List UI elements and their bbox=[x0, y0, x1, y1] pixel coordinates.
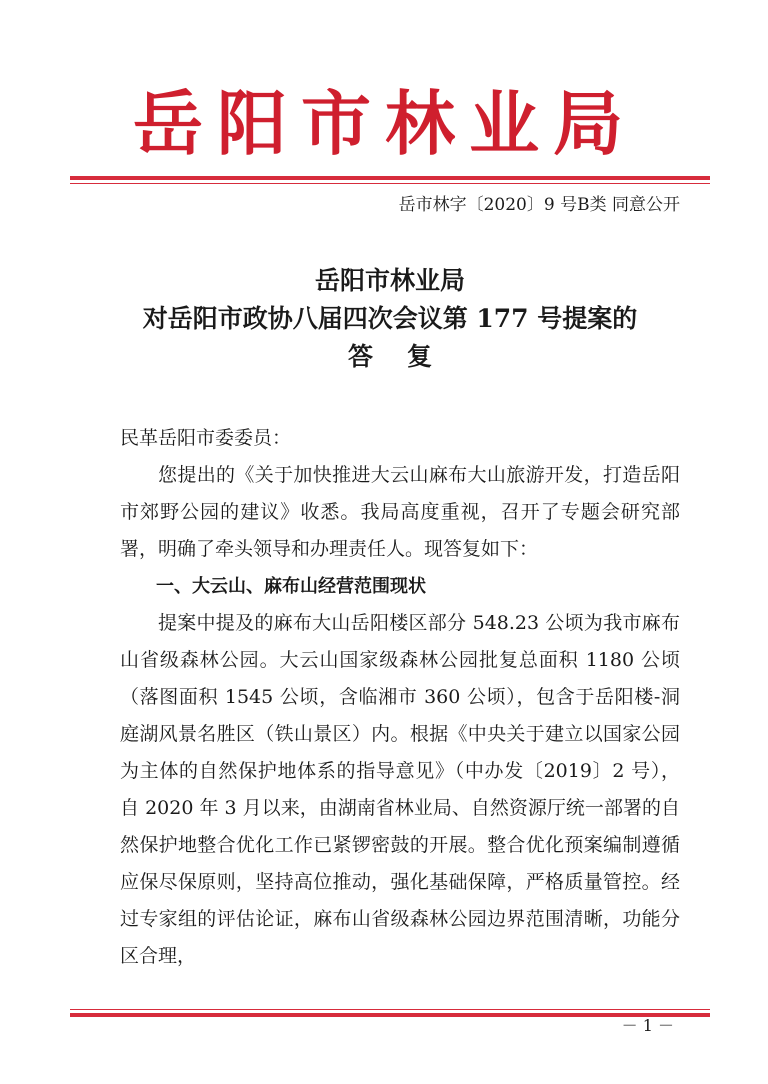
letterhead-rule-thin bbox=[70, 183, 710, 184]
document-title bbox=[60, 262, 720, 376]
section-heading: 一、大云山、麻布山经营范围现状 bbox=[156, 576, 426, 597]
salutation: 民革岳阳市委委员： bbox=[120, 427, 292, 449]
body-paragraph: 提案中提及的麻布大山岳阳楼区部分 548.23 公顷为我市麻布山省级森林公园。大云山国家级森林公园批复总面积 1180 公顷（落图面积 1545 公顷，含临湘市 360 公顷），包含于岳阳楼-洞庭湖风景名胜区（铁山景区）内。根据《中央关于建立以国家公园为主体的自然保护地体系的指导意见》（中办发〔2019〕2 号），自 2020 年 3 月以来，由湖南省林业局、自然资源厅统一部署的自然保护地整合优化工作已紧锣密鼓的开展。整合优化预案编制遵循应保尽保原则，坚持高位推动，强化基础保障，严格质量管控。经过专家组的评估论证，麻布山省级森林公园边界范围清晰，功能分区合理， bbox=[120, 612, 680, 967]
body-paragraph: 您提出的《关于加快推进大云山麻布大山旅游开发，打造岳阳市郊野公园的建议》收悉。我局高度重视，召开了专题会研究部署，明确了牵头领导和办理责任人。现答复如下： bbox=[120, 464, 680, 560]
title-line-3: 答复 bbox=[347, 342, 466, 371]
title-line-1: 岳阳市林业局 bbox=[314, 266, 465, 295]
footer-rule-thick bbox=[70, 1013, 710, 1017]
footer-rule-thin bbox=[70, 1009, 710, 1010]
page-number: － 1 － bbox=[621, 1016, 674, 1035]
letterhead-rule-thick bbox=[70, 176, 710, 180]
title-line-2: 对岳阳市政协八届四次会议第 177 号提案的 bbox=[142, 304, 638, 333]
letterhead-title: 岳阳市林业局 bbox=[133, 82, 637, 165]
document-number: 岳市林字〔2020〕9 号B类 同意公开 bbox=[398, 195, 680, 215]
document-body bbox=[120, 420, 680, 975]
